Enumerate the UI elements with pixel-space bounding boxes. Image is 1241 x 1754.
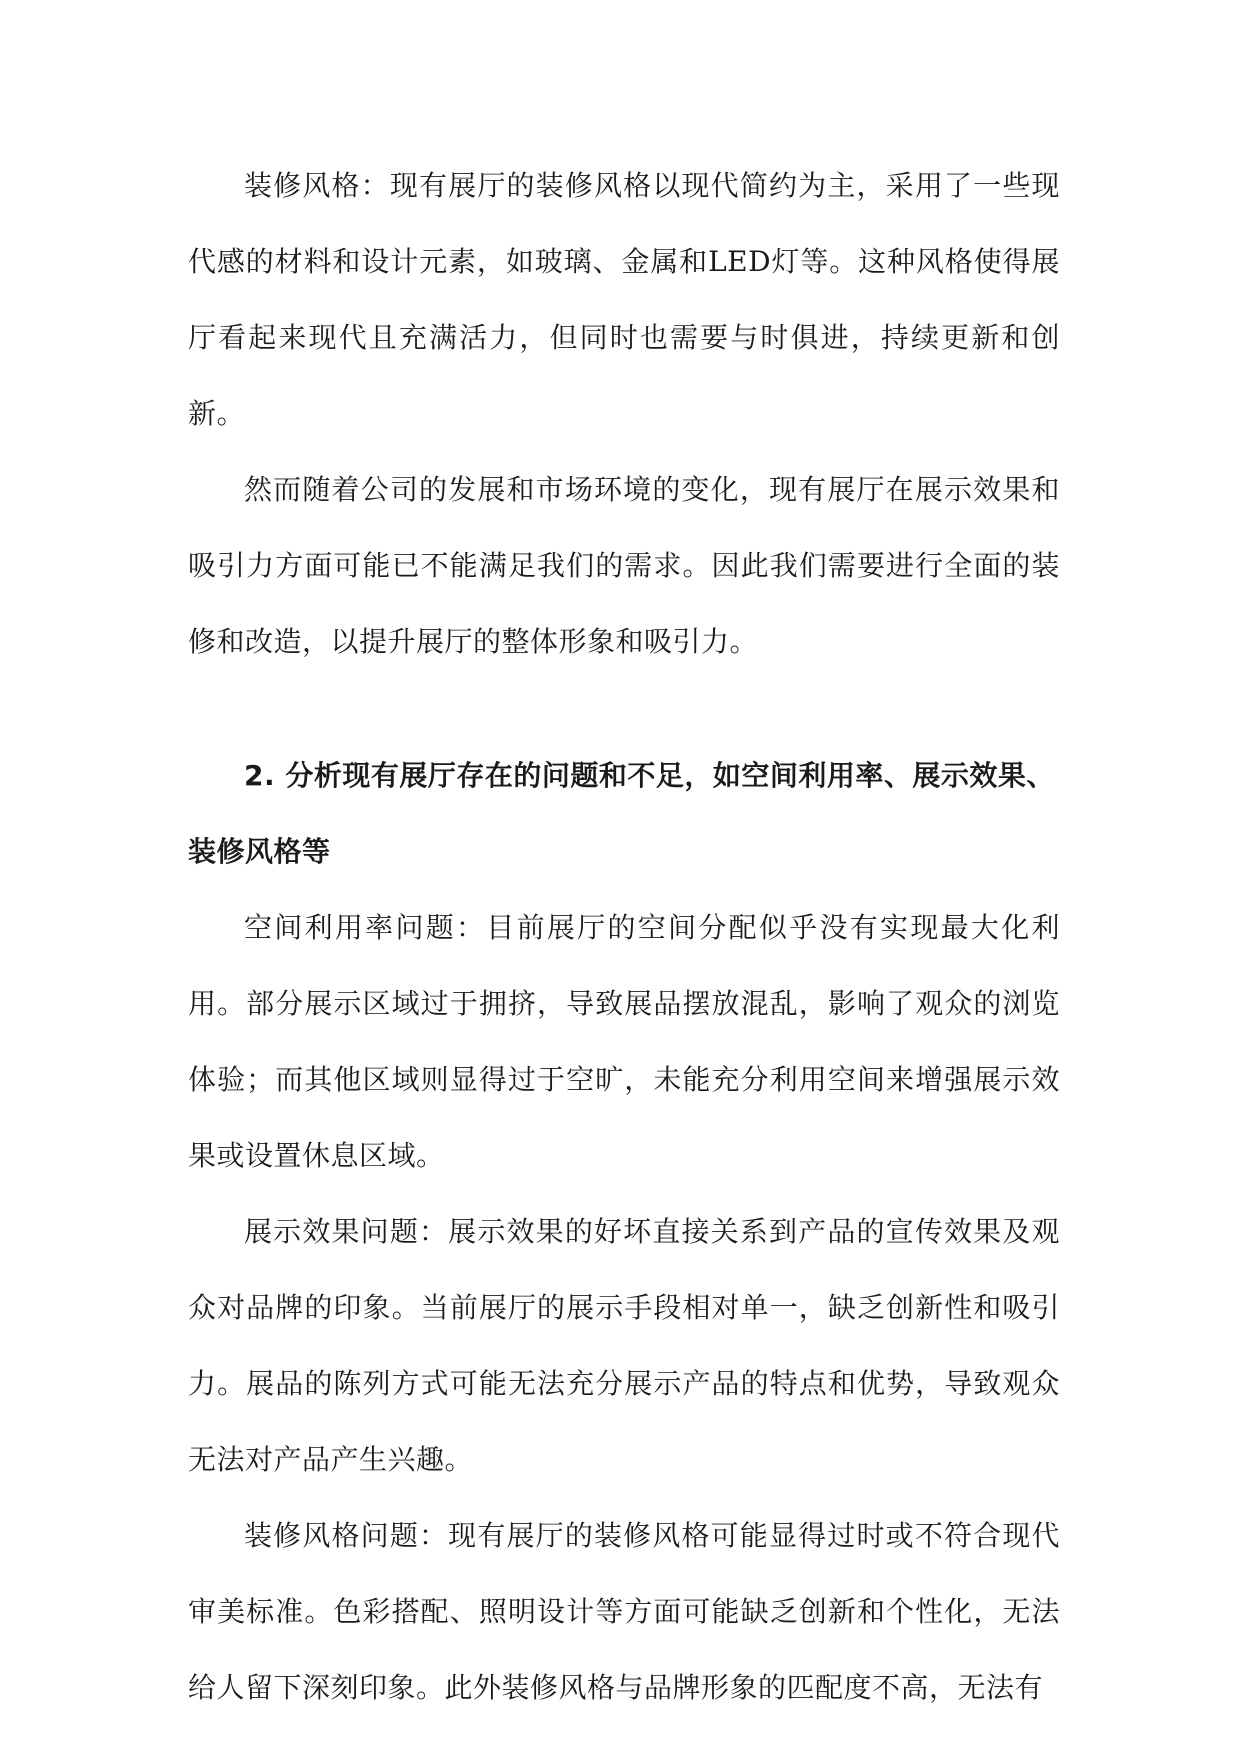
paragraph-renovation-need: 然而随着公司的发展和市场环境的变化，现有展厅在展示效果和吸引力方面可能已不能满足我们的需求。因此我们需要进行全面的装修和改造，以提升展厅的整体形象和吸引力。 xyxy=(188,473,1060,658)
paragraph-decoration-style: 装修风格：现有展厅的装修风格以现代简约为主，采用了一些现代感的材料和设计元素，如玻璃、金属和LED灯等。这种风格使得展厅看起来现代且充满活力，但同时也需要与时俱进，持续更新和创新。 xyxy=(188,169,1060,430)
document-body xyxy=(188,148,1060,1726)
paragraph-decoration-problem: 装修风格问题：现有展厅的装修风格可能显得过时或不符合现代审美标准。色彩搭配、照明设计等方面可能缺乏创新和个性化，无法给人留下深刻印象。此外装修风格与品牌形象的匹配度不高，无法有 xyxy=(188,1519,1060,1704)
paragraph-display-effect: 展示效果问题：展示效果的好坏直接关系到产品的宣传效果及观众对品牌的印象。当前展厅的展示手段相对单一，缺乏创新性和吸引力。展品的陈列方式可能无法充分展示产品的特点和优势，导致观众无法对产品产生兴趣。 xyxy=(188,1215,1060,1476)
paragraph-space-utilization: 空间利用率问题：目前展厅的空间分配似乎没有实现最大化利用。部分展示区域过于拥挤，导致展品摆放混乱，影响了观众的浏览体验；而其他区域则显得过于空旷，未能充分利用空间来增强展示效果或设置休息区域。 xyxy=(188,911,1060,1172)
section-heading: 2. 分析现有展厅存在的问题和不足，如空间利用率、展示效果、装修风格等 xyxy=(188,759,1055,868)
